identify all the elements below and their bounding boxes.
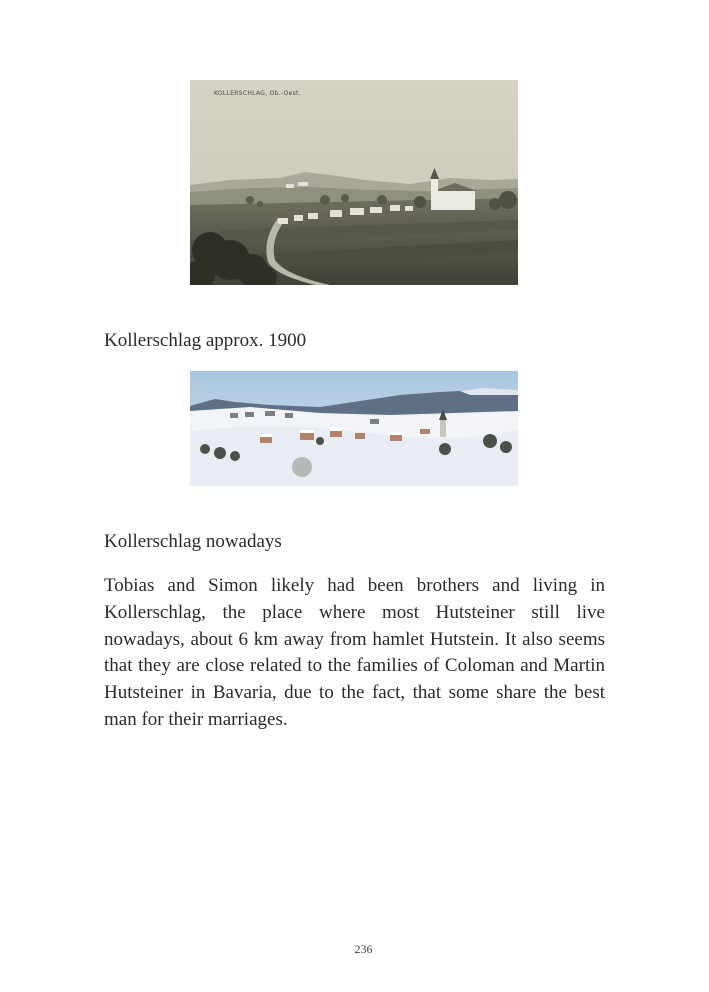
page-number: 236 (354, 942, 373, 956)
modern-village-illustration (190, 371, 518, 486)
postcard-inscription: KOLLERSCHLAG, Ob.-Oest. (214, 90, 301, 97)
body-paragraph: Tobias and Simon likely had been brothers and living in Kollerschlag, the place where most Hutsteiner still live nowadays, about 6 km away from hamlet Hutstein. It also seems that they are close related to the families of Coloman and Martin Hutsteiner in Bavaria, due to the fact, that some share the best man for their marriages. (104, 575, 605, 730)
historic-village-photo (190, 80, 518, 285)
historic-village-illustration (190, 80, 518, 285)
modern-village-photo (190, 371, 518, 486)
figure-caption-historic: Kollerschlag approx. 1900 (104, 330, 307, 351)
figure-caption-modern: Kollerschlag nowadays (104, 531, 282, 552)
